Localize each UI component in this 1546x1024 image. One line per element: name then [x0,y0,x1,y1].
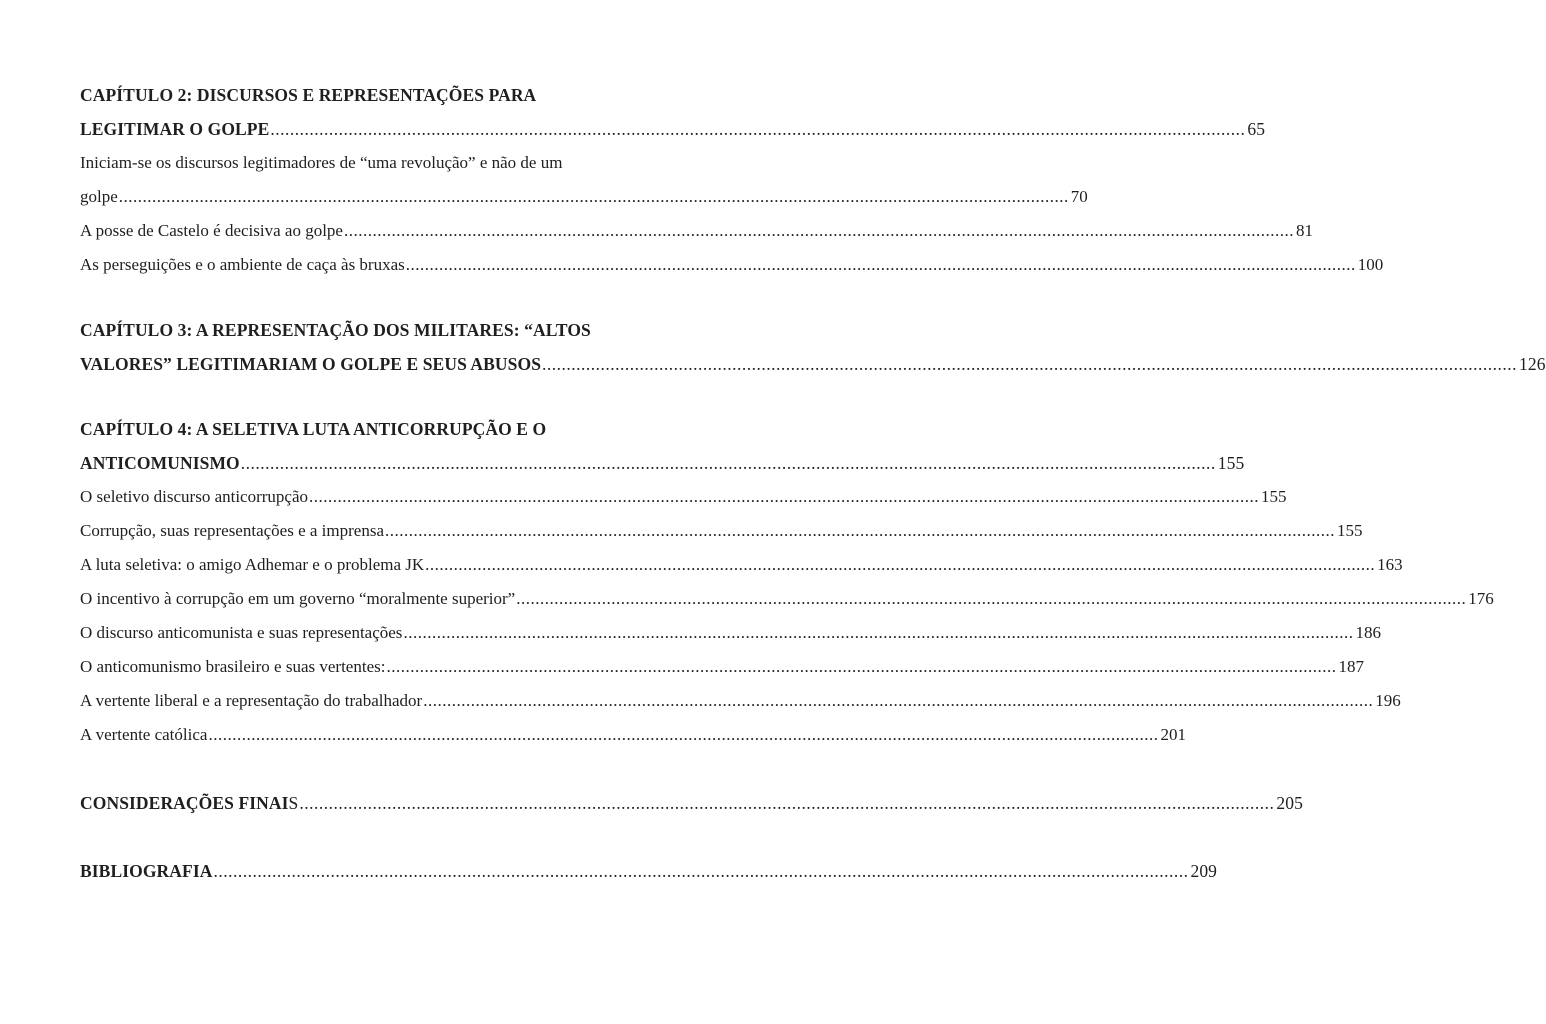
page-number: 155 [1261,487,1287,506]
toc-entry-text: Iniciam-se os discursos legitimadores de “uma revolução” e não de um [80,153,563,172]
page-number: 163 [1377,555,1403,574]
page-number: 209 [1190,861,1218,881]
chapter-4-heading-cont [80,446,1245,480]
page-number: 155 [1217,453,1245,473]
dot-leader: ........................................................................................................................................................................................................ [213,861,1189,881]
chapter-4-title-line-1: CAPÍTULO 4: A SELETIVA LUTA ANTICORRUPÇÃO E O [80,419,547,439]
final-considerations-title [80,786,298,820]
dot-leader: ........................................................................................................................................................................................................ [208,725,1159,744]
dot-leader: ........................................................................................................................................................................................................ [118,187,1069,206]
toc-entry [80,514,1363,548]
dot-leader: ........................................................................................................................................................................................................ [384,521,1335,540]
final-considerations-tail: S [288,793,299,813]
page-number: 196 [1375,691,1401,710]
toc-entry [80,616,1381,650]
toc-entry-text: A vertente católica [80,725,208,744]
toc-entry-text: A vertente liberal e a representação do trabalhador [80,691,423,710]
toc-entry [80,548,1403,582]
final-considerations-heading [80,786,1303,820]
chapter-3-heading-cont [80,347,1546,381]
page-number: 205 [1276,793,1303,813]
chapter-4-heading [80,412,614,446]
dot-leader: ........................................................................................................................................................................................................ [403,623,1354,642]
table-of-contents [80,78,1546,888]
dot-leader: ........................................................................................................................................................................................................ [270,119,1246,139]
chapter-2-heading [80,78,614,112]
dot-leader: ........................................................................................................................................................................................................ [240,453,1216,473]
page-number: 100 [1357,255,1384,274]
toc-entry [80,582,1494,616]
dot-leader: ........................................................................................................................................................................................................ [542,354,1518,374]
page-number: 187 [1338,657,1364,676]
toc-entry-text: A luta seletiva: o amigo Adhemar e o problema JK [80,555,425,574]
chapter-2-title-line-2: LEGITIMAR O GOLPE [80,119,270,139]
chapter-2-heading-cont [80,112,1266,146]
chapter-2-title-line-1: CAPÍTULO 2: DISCURSOS E REPRESENTAÇÕES PARA [80,85,537,105]
bibliography-title: BIBLIOGRAFIA [80,861,213,881]
page-number: 126 [1519,354,1546,374]
toc-entry [80,718,1186,752]
toc-entry-cont [80,180,1088,214]
bibliography-heading [80,854,1218,888]
page-number: 176 [1468,589,1494,608]
toc-entry [80,248,1384,282]
dot-leader: ........................................................................................................................................................................................................ [299,793,1275,813]
page-number: 201 [1160,725,1186,744]
final-considerations-bold: CONSIDERAÇÕES FINAI [80,793,289,813]
toc-entry-text: A posse de Castelo é decisiva ao golpe [80,221,343,240]
toc-entry-text: As perseguições e o ambiente de caça às bruxas [80,255,405,274]
chapter-3-title-line-1: CAPÍTULO 3: A REPRESENTAÇÃO DOS MILITARES: “ALTOS [80,320,591,340]
toc-entry [80,214,1313,248]
dot-leader: ........................................................................................................................................................................................................ [309,487,1260,506]
page-number: 186 [1355,623,1381,642]
toc-entry-text-cont: golpe [80,187,118,206]
toc-entry-text: Corrupção, suas representações e a imprensa [80,521,384,540]
page-number: 70 [1070,187,1088,206]
chapter-3-heading [80,313,614,347]
dot-leader: ........................................................................................................................................................................................................ [516,589,1467,608]
toc-entry-text: O incentivo à corrupção em um governo “moralmente superior” [80,589,516,608]
dot-leader: ........................................................................................................................................................................................................ [423,691,1374,710]
toc-entry-text: O anticomunismo brasileiro e suas vertentes: [80,657,386,676]
toc-entry-text: O discurso anticomunista e suas representações [80,623,403,642]
toc-entry [80,650,1364,684]
toc-entry [80,146,614,180]
page-number: 155 [1336,521,1363,540]
toc-entry [80,480,1287,514]
dot-leader: ........................................................................................................................................................................................................ [405,255,1356,274]
dot-leader: ........................................................................................................................................................................................................ [343,221,1294,240]
toc-entry-text: O seletivo discurso anticorrupção [80,487,309,506]
toc-entry [80,684,1401,718]
chapter-4-title-line-2: ANTICOMUNISMO [80,453,240,473]
chapter-3-title-line-2: VALORES” LEGITIMARIAM O GOLPE E SEUS ABUSOS [80,354,542,374]
page-number: 65 [1247,119,1266,139]
dot-leader: ........................................................................................................................................................................................................ [386,657,1337,676]
page-number: 81 [1295,221,1313,240]
dot-leader: ........................................................................................................................................................................................................ [425,555,1376,574]
